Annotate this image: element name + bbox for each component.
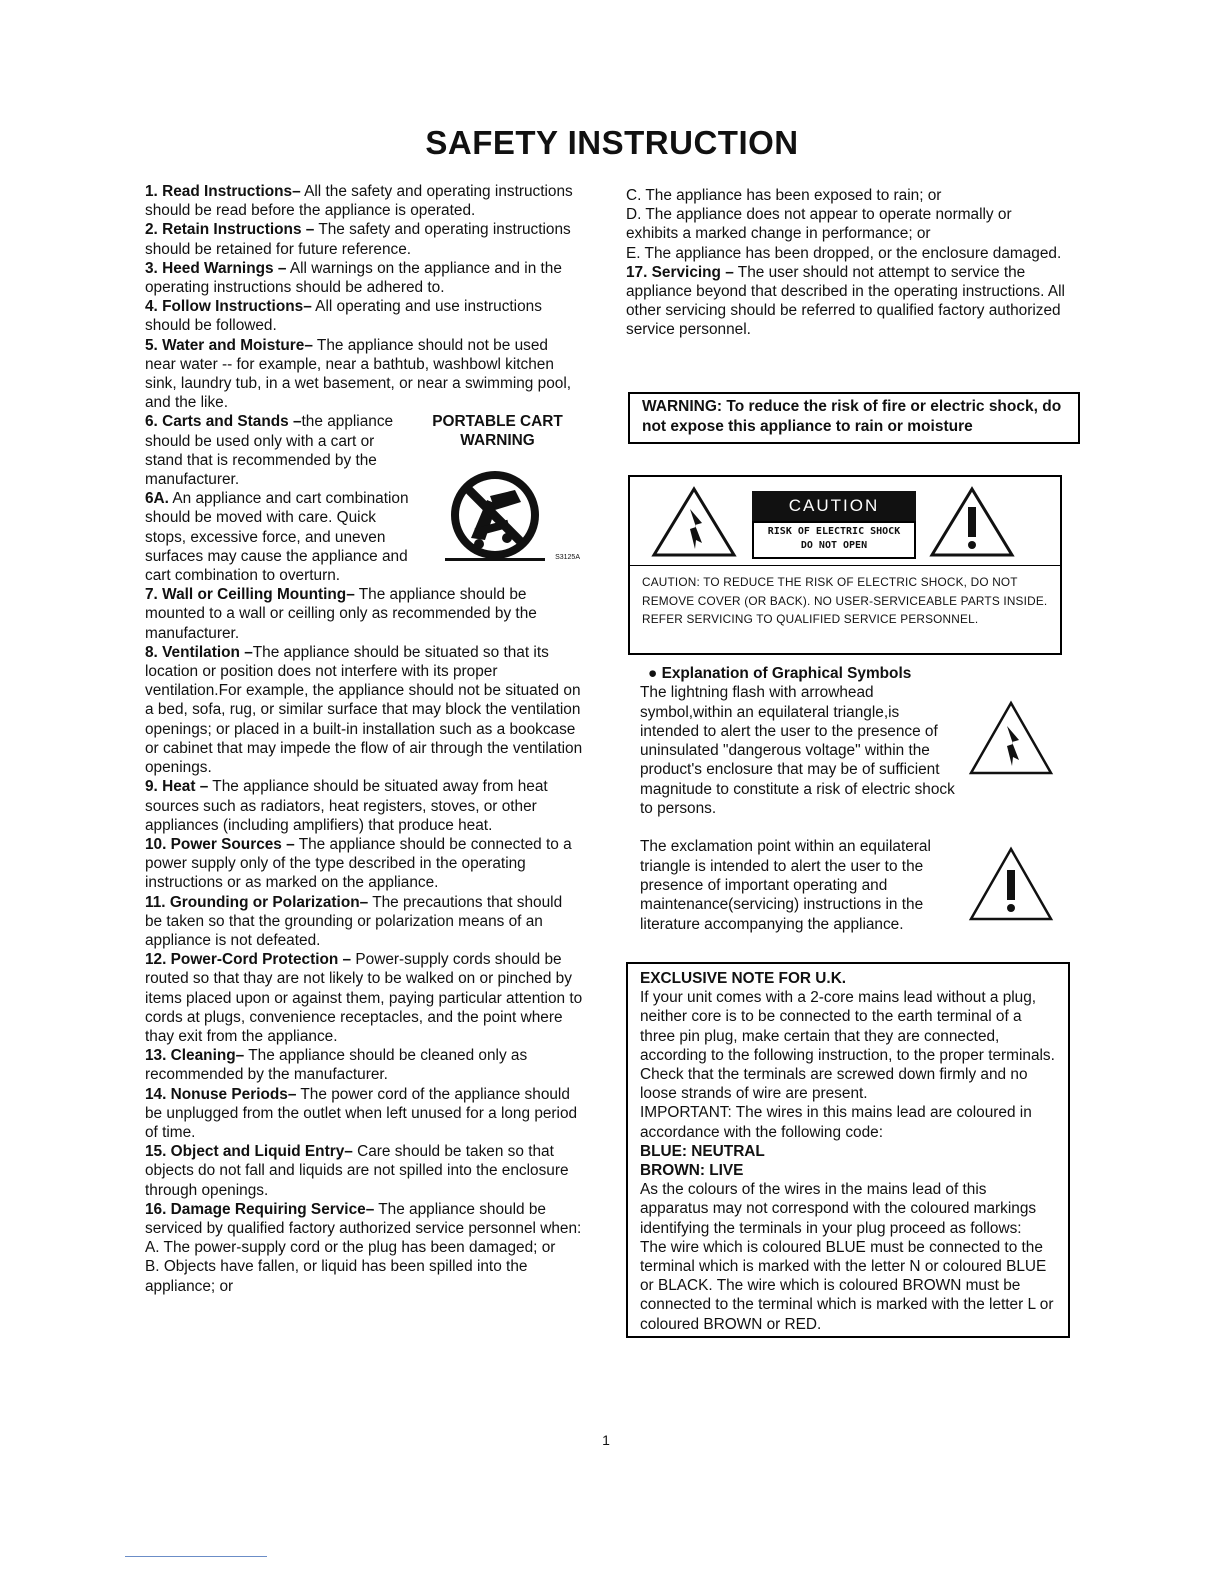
item-heading: 17. Servicing – (626, 263, 734, 281)
uk-heading-text: EXCLUSIVE NOTE FOR U.K. (640, 970, 847, 987)
right-column (626, 186, 1066, 340)
item-text: The precautions that should be taken so that the grounding or polarization means of an appliance is not defeated. (145, 893, 563, 949)
item-heading: 7. Wall or Ceilling Mounting– (145, 586, 355, 604)
item-heading: 3. Heed Warnings – (145, 259, 287, 277)
item-heading: 16. Damage Requiring Service– (145, 1200, 375, 1218)
instruction-10 (145, 835, 583, 893)
item-heading: 14. Nonuse Periods– (145, 1085, 297, 1103)
uk-heading (640, 969, 1058, 988)
footer-line (125, 1556, 267, 1557)
uk-para2: IMPORTANT: The wires in this mains lead are coloured in accordance with the following code: (640, 1104, 1032, 1141)
item-heading: 10. Power Sources – (145, 835, 295, 853)
item-text: The user should not attempt to service the appliance beyond that described in the operating instructions. All other servicing should be referred to qualified factory authorized service personnel. (626, 263, 1065, 339)
lightning-triangle-icon (650, 485, 738, 559)
item-heading: 8. Ventilation – (145, 643, 253, 661)
left-column (145, 182, 583, 1296)
uk-blue (640, 1142, 1058, 1161)
item-text: The appliance should be cleaned only as recommended by the manufacturer. (145, 1047, 528, 1084)
caution-risk-line2: DO NOT OPEN (800, 540, 868, 551)
caution-risk-line1: RISK OF ELECTRIC SHOCK (767, 526, 901, 537)
instruction-16 (145, 1200, 583, 1238)
cart-text (145, 412, 415, 585)
item-heading: 2. Retain Instructions – (145, 221, 315, 239)
uk-note-box (626, 962, 1070, 1338)
instruction-8 (145, 643, 583, 777)
item-text: Care should be taken so that objects do not fall and liquids are not spilled into the enclosure through openings. (145, 1143, 569, 1199)
instruction-7 (145, 585, 583, 643)
caution-icons-row (630, 477, 1060, 566)
item-text: The appliance should be situated so that its location or position does not interfere with its proper ventilation.For example, the appliance should not be situated on a bed, sofa, rug, or similar surface that may block the ventilation openings; or placed in a built-in installation such as a bookcase or cabinet that may impede the flow of air through the ventilation openings. (145, 643, 583, 777)
cart-warning-line2: WARNING (460, 432, 535, 450)
item-text: the appliance should be used only with a cart or stand that is recommended by the manufacturer. (145, 413, 394, 489)
instruction-11 (145, 893, 583, 951)
instruction-12 (145, 950, 583, 1046)
cart-tipover-icon (435, 460, 555, 570)
item-heading: 6A. (145, 490, 169, 508)
instruction-4 (145, 297, 583, 335)
item-text: All warnings on the appliance and in the operating instructions should be adhered to. (145, 259, 562, 297)
item-text: The appliance should be situated away from heat sources such as radiators, heat registers, stoves, or other appliances (including amplifiers) that produce heat. (145, 778, 548, 834)
instruction-6 (145, 412, 415, 489)
item-heading: 9. Heat – (145, 778, 209, 796)
caution-box (628, 475, 1062, 655)
item-heading: 12. Power-Cord Protection – (145, 951, 352, 969)
item-text: Power-supply cords should be routed so that thay are not likely to be walked on or pinched by items placed upon or against them, paying particular attention to cords at plugs, convenience receptacles, and the point where thay exit from the appliance. (145, 951, 583, 1045)
instruction-16a: A. The power-supply cord or the plug has been damaged; or (145, 1239, 556, 1257)
item-text: An appliance and cart combination should be moved with care. Quick stops, excessive force, and uneven surfaces may cause the appliance and cart combination to overturn. (145, 490, 409, 585)
instruction-16d: D. The appliance does not appear to operate normally or exhibits a marked change in performance; or (626, 206, 1012, 243)
page-title: SAFETY INSTRUCTION (425, 124, 799, 161)
lightning-triangle-icon (968, 700, 1054, 776)
uk-para4: The wire which is coloured BLUE must be connected to the terminal which is marked with the letter N or coloured BLUE or BLACK. The wire which is coloured BROWN must be connected to the terminal which is marked with the letter L or coloured BROWN or RED. (640, 1238, 1054, 1333)
item-text: The appliance should be mounted to a wall or ceilling only as recommended by the manufacturer. (145, 586, 537, 642)
cart-code: S3125A (555, 554, 580, 562)
instruction-17 (626, 263, 1066, 340)
item-text: The appliance should be connected to a power supply only of the type described in the operating instructions or as marked on the appliance. (145, 835, 572, 892)
instruction-16b: B. Objects have fallen, or liquid has been spilled into the appliance; or (145, 1258, 528, 1295)
caution-label: CAUTION (752, 491, 916, 521)
item-text: The power cord of the appliance should be unplugged from the outlet when left unused for a long period of time. (145, 1085, 578, 1141)
instruction-5 (145, 336, 583, 413)
instruction-13 (145, 1046, 583, 1084)
lightning-explanation: The lightning flash with arrowhead symbol,within an equilateral triangle,is intended to alert the user to the presence of uninsulated "dangerous voltage" within the product's enclosure that may be of sufficient magnitude to constitute a risk of electric shock to persons. (640, 684, 955, 818)
item-text: All operating and use instructions should be followed. (145, 298, 542, 335)
page-number: 1 (602, 1432, 610, 1448)
instruction-9 (145, 777, 583, 835)
portable-cart-warning (415, 412, 580, 585)
item-heading: 13. Cleaning– (145, 1047, 245, 1065)
graphical-symbols-section (640, 664, 960, 934)
uk-blue-text: BLUE: NEUTRAL (640, 1142, 765, 1160)
instruction-6a (145, 489, 415, 585)
uk-brown-text: BROWN: LIVE (640, 1162, 744, 1180)
cart-section (145, 412, 583, 585)
instruction-3 (145, 259, 583, 297)
exclamation-triangle-icon (928, 485, 1016, 559)
item-heading: 5. Water and Moisture– (145, 336, 313, 354)
instruction-16e: E. The appliance has been dropped, or the enclosure damaged. (626, 244, 1062, 262)
uk-brown (640, 1161, 1058, 1180)
cart-warning-line1: PORTABLE CART (432, 413, 563, 431)
item-heading: 15. Object and Liquid Entry– (145, 1143, 353, 1161)
item-text: The appliance should not be used near water -- for example, near a bathtub, washbowl kitchen sink, laundry tub, in a wet basement, or near a swimming pool, and the like. (145, 336, 572, 412)
instruction-1 (145, 182, 583, 220)
caution-text: CAUTION: TO REDUCE THE RISK OF ELECTRIC SHOCK, DO NOT REMOVE COVER (OR BACK). NO USER-SERVICEABLE PARTS INSIDE. REFER SERVICING TO QUALIFIED SERVICE PERSONNEL. (642, 575, 1048, 626)
instruction-15 (145, 1142, 583, 1200)
exclamation-triangle-icon (968, 846, 1054, 922)
caution-risk-label (752, 521, 916, 559)
instruction-16c: C. The appliance has been exposed to rain; or (626, 187, 942, 204)
exclamation-explanation: The exclamation point within an equilateral triangle is intended to alert the user to the presence of important operating and maintenance(servicing) instructions in the literature accompanying the appliance. (640, 838, 931, 933)
uk-para1: If your unit comes with a 2-core mains lead without a plug, neither core is to be connected to the earth terminal of a three pin plug, make certain that they are connected, according to the following instruction, to the proper terminals. Check that the terminals are screwed down firmly and no loose strands of wire are present. (640, 989, 1055, 1103)
instruction-14 (145, 1085, 583, 1143)
item-text: The safety and operating instructions should be retained for future reference. (145, 221, 571, 258)
item-text: The appliance should be serviced by qualified factory authorized service personnel when: (145, 1200, 582, 1237)
item-heading: 1. Read Instructions– (145, 183, 301, 200)
item-heading: 11. Grounding or Polarization– (145, 893, 369, 911)
instruction-2 (145, 220, 583, 258)
uk-para3: As the colours of the wires in the mains lead of this apparatus may not correspond with the coloured markings identifying the terminals in your plug proceed as follows: (640, 1181, 1037, 1237)
item-text: All the safety and operating instructions should be read before the appliance is operated. (145, 183, 573, 220)
symbols-heading-text: ● Explanation of Graphical Symbols (648, 665, 912, 682)
item-heading: 6. Carts and Stands – (145, 413, 302, 431)
symbols-heading (648, 664, 960, 683)
warning-box: WARNING: To reduce the risk of fire or electric shock, do not expose this appliance to rain or moisture (628, 392, 1080, 444)
item-heading: 4. Follow Instructions– (145, 298, 312, 316)
